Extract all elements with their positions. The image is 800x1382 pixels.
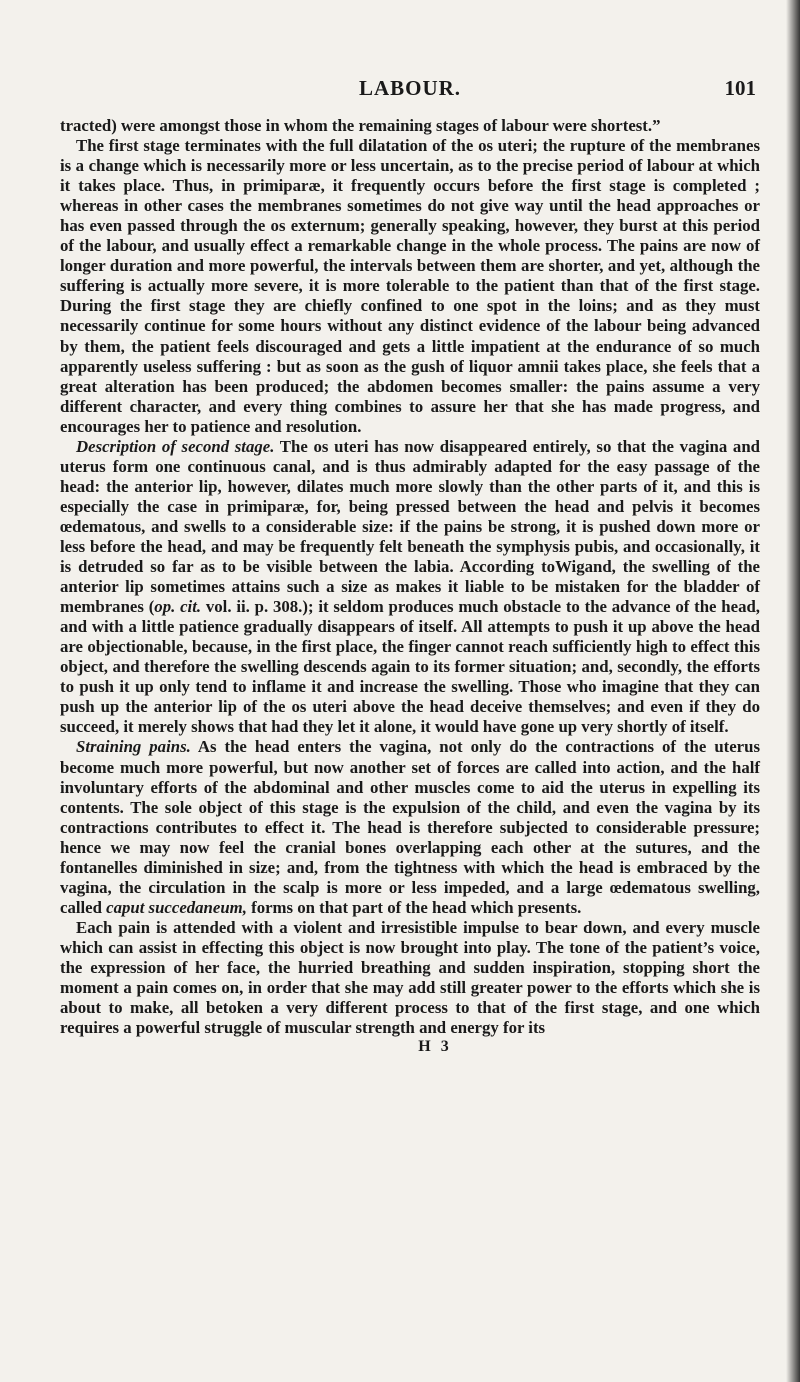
paragraph-2-text: The first stage terminates with the full dilatation of the os uteri; the rupture of the membranes is a change which is necessarily more or less uncertain, as to the precise period of labour at which it takes place. Thus, in primiparæ, it frequently occurs before the first stage is completed ; whereas in other cases the membranes sometimes do not give way until the head approaches or has even passed through the os externum; generally speaking, however, they burst at this period of the labour, and usually effect a remarkable change in the whole process. The pains are now of longer duration and more powerful, the intervals between them are shorter, and yet, although the suffering is actually more severe, it is more tolerable to the patient than that of the first stage. During the first stage they are chiefly confined to one spot in the loins; and as they must necessarily continue for some hours without any distinct evidence of the labour being advanced by them, the patient feels discouraged and gets a little impatient at the endurance of so much apparently useless suffering : but as soon as the gush of liquor amnii takes place, she feels that a great alteration has been produced; the abdomen becomes smaller: the pains assume a very different character, and every thing combines to assure her that she has made progress, and encourages her to patience and resolution. <box>60 136 760 436</box>
paragraph-4-text-b: forms on that part of the head which presents. <box>246 897 582 917</box>
paragraph-1 <box>60 116 760 136</box>
book-page <box>60 76 760 1056</box>
paragraph-3 <box>60 437 760 738</box>
paragraph-5 <box>60 918 760 1038</box>
citation-op-cit: op. cit. <box>154 597 202 617</box>
page-number: 101 <box>724 76 756 100</box>
side-heading-straining-pains: Straining pains. <box>76 737 191 757</box>
signature-mark: H 3 <box>418 1038 452 1056</box>
page-edge-shadow <box>786 0 800 1382</box>
running-head: LABOUR. <box>358 76 462 100</box>
paragraph-4-text-a: As the head enters the vagina, not only do the contractions of the uterus become much more powerful, but now another set of forces are called into action, and the half involuntary efforts of the abdominal and other muscles come to aid the uterus in expelling its contents. The sole object of this stage is the expulsion of the child, and even the vagina by its contractions contributes to effect it. The head is therefore subjected to considerable pressure; hence we may now feel the cranial bones overlapping each other at the sutures, and the fontanelles diminished in size; and, from the tightness with which the head is embraced by the vagina, the circulation in the scalp is more or less impeded, and a large œdematous swelling, called <box>60 737 760 917</box>
paragraph-5-text: Each pain is attended with a violent and irresistible impulse to bear down, and every muscle which can assist in effecting this object is now brought into play. The tone of the patient’s voice, the expression of her face, the hurried breathing and sudden inspiration, stopping short the moment a pain comes on, in order that she may add still greater power to the efforts which she is about to make, all betoken a very different process to that of the first stage, and one which requires a powerful struggle of muscular strength and energy for its <box>60 917 760 1038</box>
side-heading-second-stage: Description of second stage. <box>76 436 275 456</box>
paragraph-3-text-a: The os uteri has now disappeared entirely, so that the vagina and uterus form one continuous canal, and is thus admirably adapted for the easy passage of the head: the anterior lip, however, dilates much more slowly than the other parts of it, and this is especially the case in primiparæ, for, being pressed between the head and pelvis it becomes œdematous, and swells to a considerable size: if the pains be strong, it is pushed down more or less before the head, and may be frequently felt beneath the symphysis pubis, and occasionally, it is detruded so far as to be visible between the labia. According toWigand, the swelling of the anterior lip sometimes attains such a size as makes it liable to be mistaken for the bladder of membranes ( <box>60 436 760 617</box>
paragraph-3-text-b: vol. ii. p. 308.); it seldom produces much obstacle to the advance of the head, and with a little patience gradually disappears of itself. All attempts to push it up above the head are objectionable, because, in the first place, the finger cannot reach sufficiently high to effect this object, and therefore the swelling descends again to its former situation; and, secondly, the efforts to push it up only tend to inflame it and increase the swelling. Those who imagine that they can push up the anterior lip of the os uteri above the head deceive themselves; and even if they do succeed, it merely shows that had they let it alone, it would have gone up very shortly of itself. <box>60 597 761 737</box>
paragraph-2 <box>60 136 760 437</box>
body-text <box>60 116 760 1038</box>
paragraph-1-text: tracted) were amongst those in whom the remaining stages of labour were shortest.” <box>60 116 661 135</box>
paragraph-4 <box>60 737 760 917</box>
page-header <box>60 76 760 116</box>
term-caput-succedaneum: caput succedaneum, <box>106 897 247 917</box>
